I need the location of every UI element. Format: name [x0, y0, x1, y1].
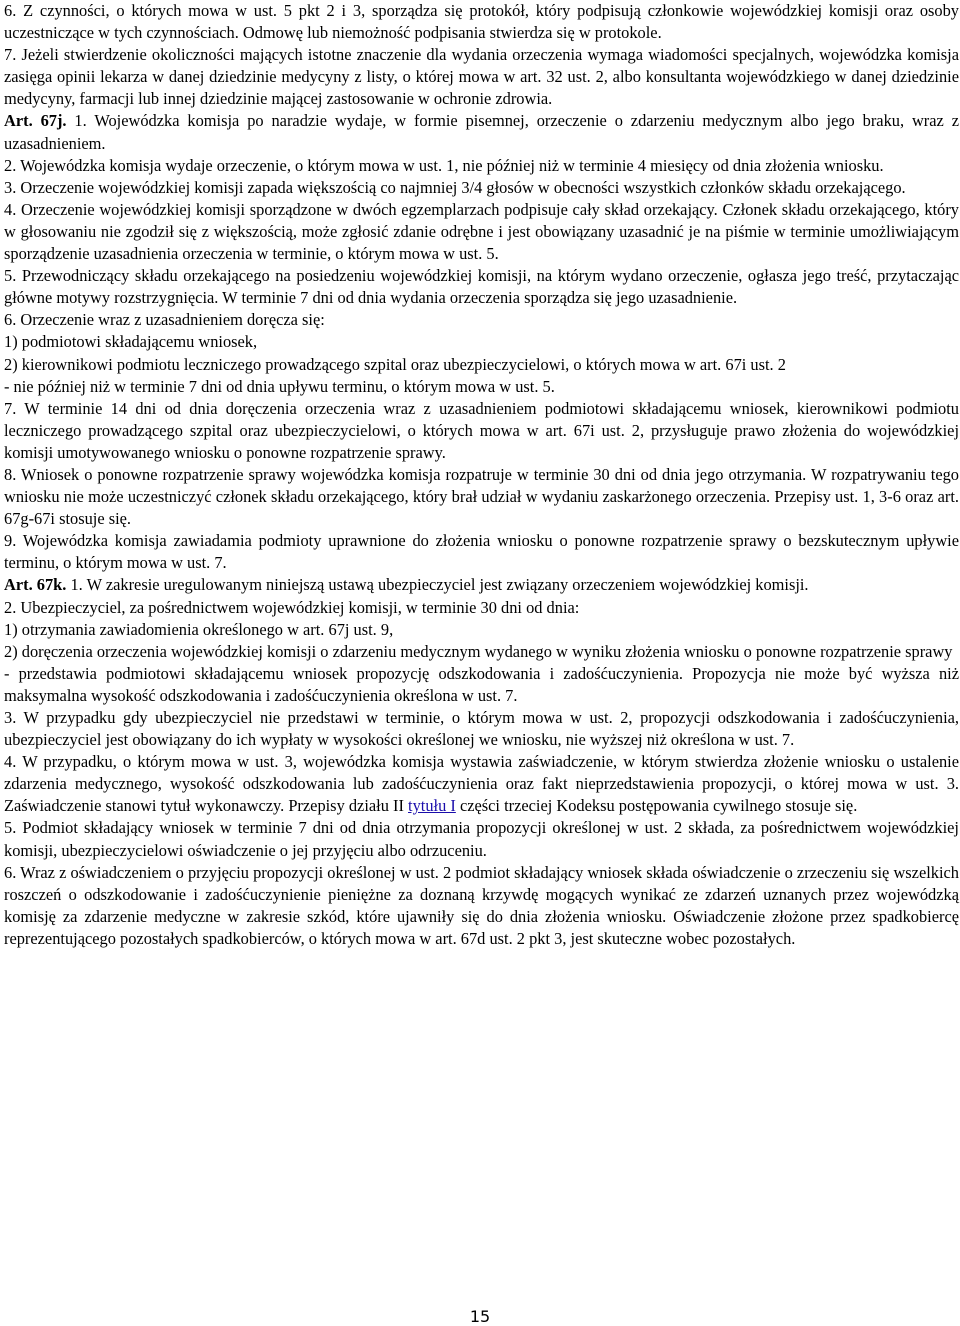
paragraph: 2) kierownikowi podmiotu leczniczego prowadzącego szpital oraz ubezpieczycielowi, o których mowa w art. 67i ust. 2 — [4, 354, 786, 374]
paragraph: 4. Orzeczenie wojewódzkiej komisji sporządzone w dwóch egzemplarzach podpisuje cały skład orzekający. Członek składu orzekającego, który w głosowaniu nie zgodził się z większością, może zgłosić zdanie odrębne i jest obowiązany uzasadnić je na piśmie w terminie umożliwiającym sporządzenie uzasadnienia orzeczenia w terminie, o którym mowa w ust. 5. — [4, 199, 959, 264]
paragraph-text: 1. Wojewódzka komisja po naradzie wydaje, w formie pisemnej, orzeczenie o zdarzeniu medycznym albo jego braku, wraz z uzasadnieniem. — [4, 111, 959, 153]
paragraph: - nie później niż w terminie 7 dni od dnia upływu terminu, o którym mowa w ust. 5. — [4, 376, 555, 396]
paragraph — [4, 110, 959, 154]
paragraph: 9. Wojewódzka komisja zawiadamia podmioty uprawnione do złożenia wniosku o ponowne rozpatrzenie sprawy o bezskutecznym upływie terminu, o którym mowa w ust. 7. — [4, 531, 959, 573]
paragraph-text: 4. W przypadku, o którym mowa w ust. 3, wojewódzka komisja wystawia zaświadczenie, w którym stwierdza złożenie wniosku o ustalenie zdarzenia medycznego, wysokość odszkodowania lub zadośćuczynienia oraz fakt nieprzedstawienia propozycji, o której mowa w ust. 3. Zaświadczenie stanowi tytuł wykonawczy. Przepisy działu II — [4, 752, 959, 816]
article-heading: Art. 67j. — [4, 111, 67, 131]
reference-link[interactable]: tytułu I — [408, 796, 456, 816]
page-number: 15 — [469, 1307, 491, 1326]
paragraph: 1) podmiotowi składającemu wniosek, — [4, 332, 258, 352]
paragraph: 8. Wniosek o ponowne rozpatrzenie sprawy wojewódzka komisja rozpatruje w terminie 30 dni od dnia jego otrzymania. W rozpatrywaniu tego wniosku nie może uczestniczyć członek składu orzekającego, który brał udział w wydaniu zaskarżonego orzeczenia. Przepisy ust. 1, 3-6 oraz art. 67g-67i stosuje się. — [4, 464, 959, 529]
paragraph: 2. Ubezpieczyciel, za pośrednictwem wojewódzkiej komisji, w terminie 30 dni od dnia: — [4, 597, 580, 617]
paragraph — [4, 574, 959, 596]
paragraph: 5. Przewodniczący składu orzekającego na posiedzeniu wojewódzkiej komisji, na którym wydano orzeczenie, ogłasza jego treść, przytaczając główne motywy rozstrzygnięcia. W terminie 7 dni od dnia wydania orzeczenia sporządza się jego uzasadnienie. — [4, 266, 959, 308]
paragraph: 5. Podmiot składający wniosek w terminie 7 dni od dnia otrzymania propozycji określonej w ust. 2 składa, za pośrednictwem wojewódzkiej komisji, ubezpieczycielowi oświadczenie o jej przyjęciu albo odrzuceniu. — [4, 818, 959, 860]
article-heading: Art. 67k. — [4, 575, 67, 595]
document-body — [4, 0, 959, 950]
paragraph-text: części trzeciej Kodeksu postępowania cywilnego stosuje się. — [455, 796, 858, 816]
paragraph: 3. Orzeczenie wojewódzkiej komisji zapada większością co najmniej 3/4 głosów w obecności wszystkich członków składu orzekającego. — [4, 177, 906, 197]
paragraph: 1) otrzymania zawiadomienia określonego w art. 67j ust. 9, — [4, 619, 394, 639]
paragraph: - przedstawia podmiotowi składającemu wniosek propozycję odszkodowania i zadośćuczynienia. Propozycja nie może być wyższa niż maksymalna wysokość odszkodowania i zadośćuczynienia określona w ust. 7. — [4, 663, 959, 705]
paragraph: 7. Jeżeli stwierdzenie okoliczności mających istotne znaczenie dla wydania orzeczenia wymaga wiadomości specjalnych, wojewódzka komisja zasięga opinii lekarza w danej dziedzinie medycyny z listy, o której mowa w art. 32 ust. 2, albo konsultanta wojewódzkiego w danej dziedzinie medycyny, farmacji lub innej dziedzinie mającej zastosowanie w ochronie zdrowia. — [4, 45, 959, 109]
paragraph: 2. Wojewódzka komisja wydaje orzeczenie, o którym mowa w ust. 1, nie później niż w terminie 4 miesięcy od dnia złożenia wniosku. — [4, 155, 884, 175]
paragraph: 7. W terminie 14 dni od dnia doręczenia orzeczenia wraz z uzasadnieniem podmiotowi składającemu wniosek, kierownikowi podmiotu leczniczego prowadzącego szpital oraz ubezpieczycielowi, o których mowa w art. 67i ust. 2, przysługuje prawo złożenia do wojewódzkiej komisji umotywowanego wniosku o ponowne rozpatrzenie sprawy. — [4, 398, 959, 462]
paragraph: 2) doręczenia orzeczenia wojewódzkiej komisji o zdarzeniu medycznym wydanego w wyniku złożenia wniosku o ponowne rozpatrzenie sprawy — [4, 641, 953, 661]
paragraph: 3. W przypadku gdy ubezpieczyciel nie przedstawi w terminie, o którym mowa w ust. 2, propozycji odszkodowania i zadośćuczynienia, ubezpieczyciel jest obowiązany do ich wypłaty w wysokości określonej we wniosku, nie wyższej niż określona w ust. 7. — [4, 708, 959, 750]
paragraph: 6. Z czynności, o których mowa w ust. 5 pkt 2 i 3, sporządza się protokół, który podpisują członkowie wojewódzkiej komisji oraz osoby uczestniczące w tych czynnościach. Odmowę lub niemożność podpisania stwierdza się w protokole. — [4, 1, 959, 43]
paragraph-text: 1. W zakresie uregulowanym niniejszą ustawą ubezpieczyciel jest związany orzeczeniem wojewódzkiej komisji. — [66, 575, 809, 595]
paragraph — [4, 751, 959, 817]
paragraph: 6. Orzeczenie wraz z uzasadnieniem doręcza się: — [4, 310, 325, 330]
paragraph: 6. Wraz z oświadczeniem o przyjęciu propozycji określonej w ust. 2 podmiot składający wniosek składa oświadczenie o zrzeczeniu się wszelkich roszczeń o odszkodowanie i zadośćuczynienie pieniężne za doznaną krzywdę mogących wynikać ze zdarzeń uznanych przez wojewódzką komisję za zdarzenie medyczne w zakresie szkód, które ujawniły się do dnia złożenia wniosku. Oświadczenie złożone przez spadkobiercę reprezentującego pozostałych spadkobierców, o których mowa w art. 67d ust. 2 pkt 3, jest skuteczne wobec pozostałych. — [4, 862, 959, 948]
